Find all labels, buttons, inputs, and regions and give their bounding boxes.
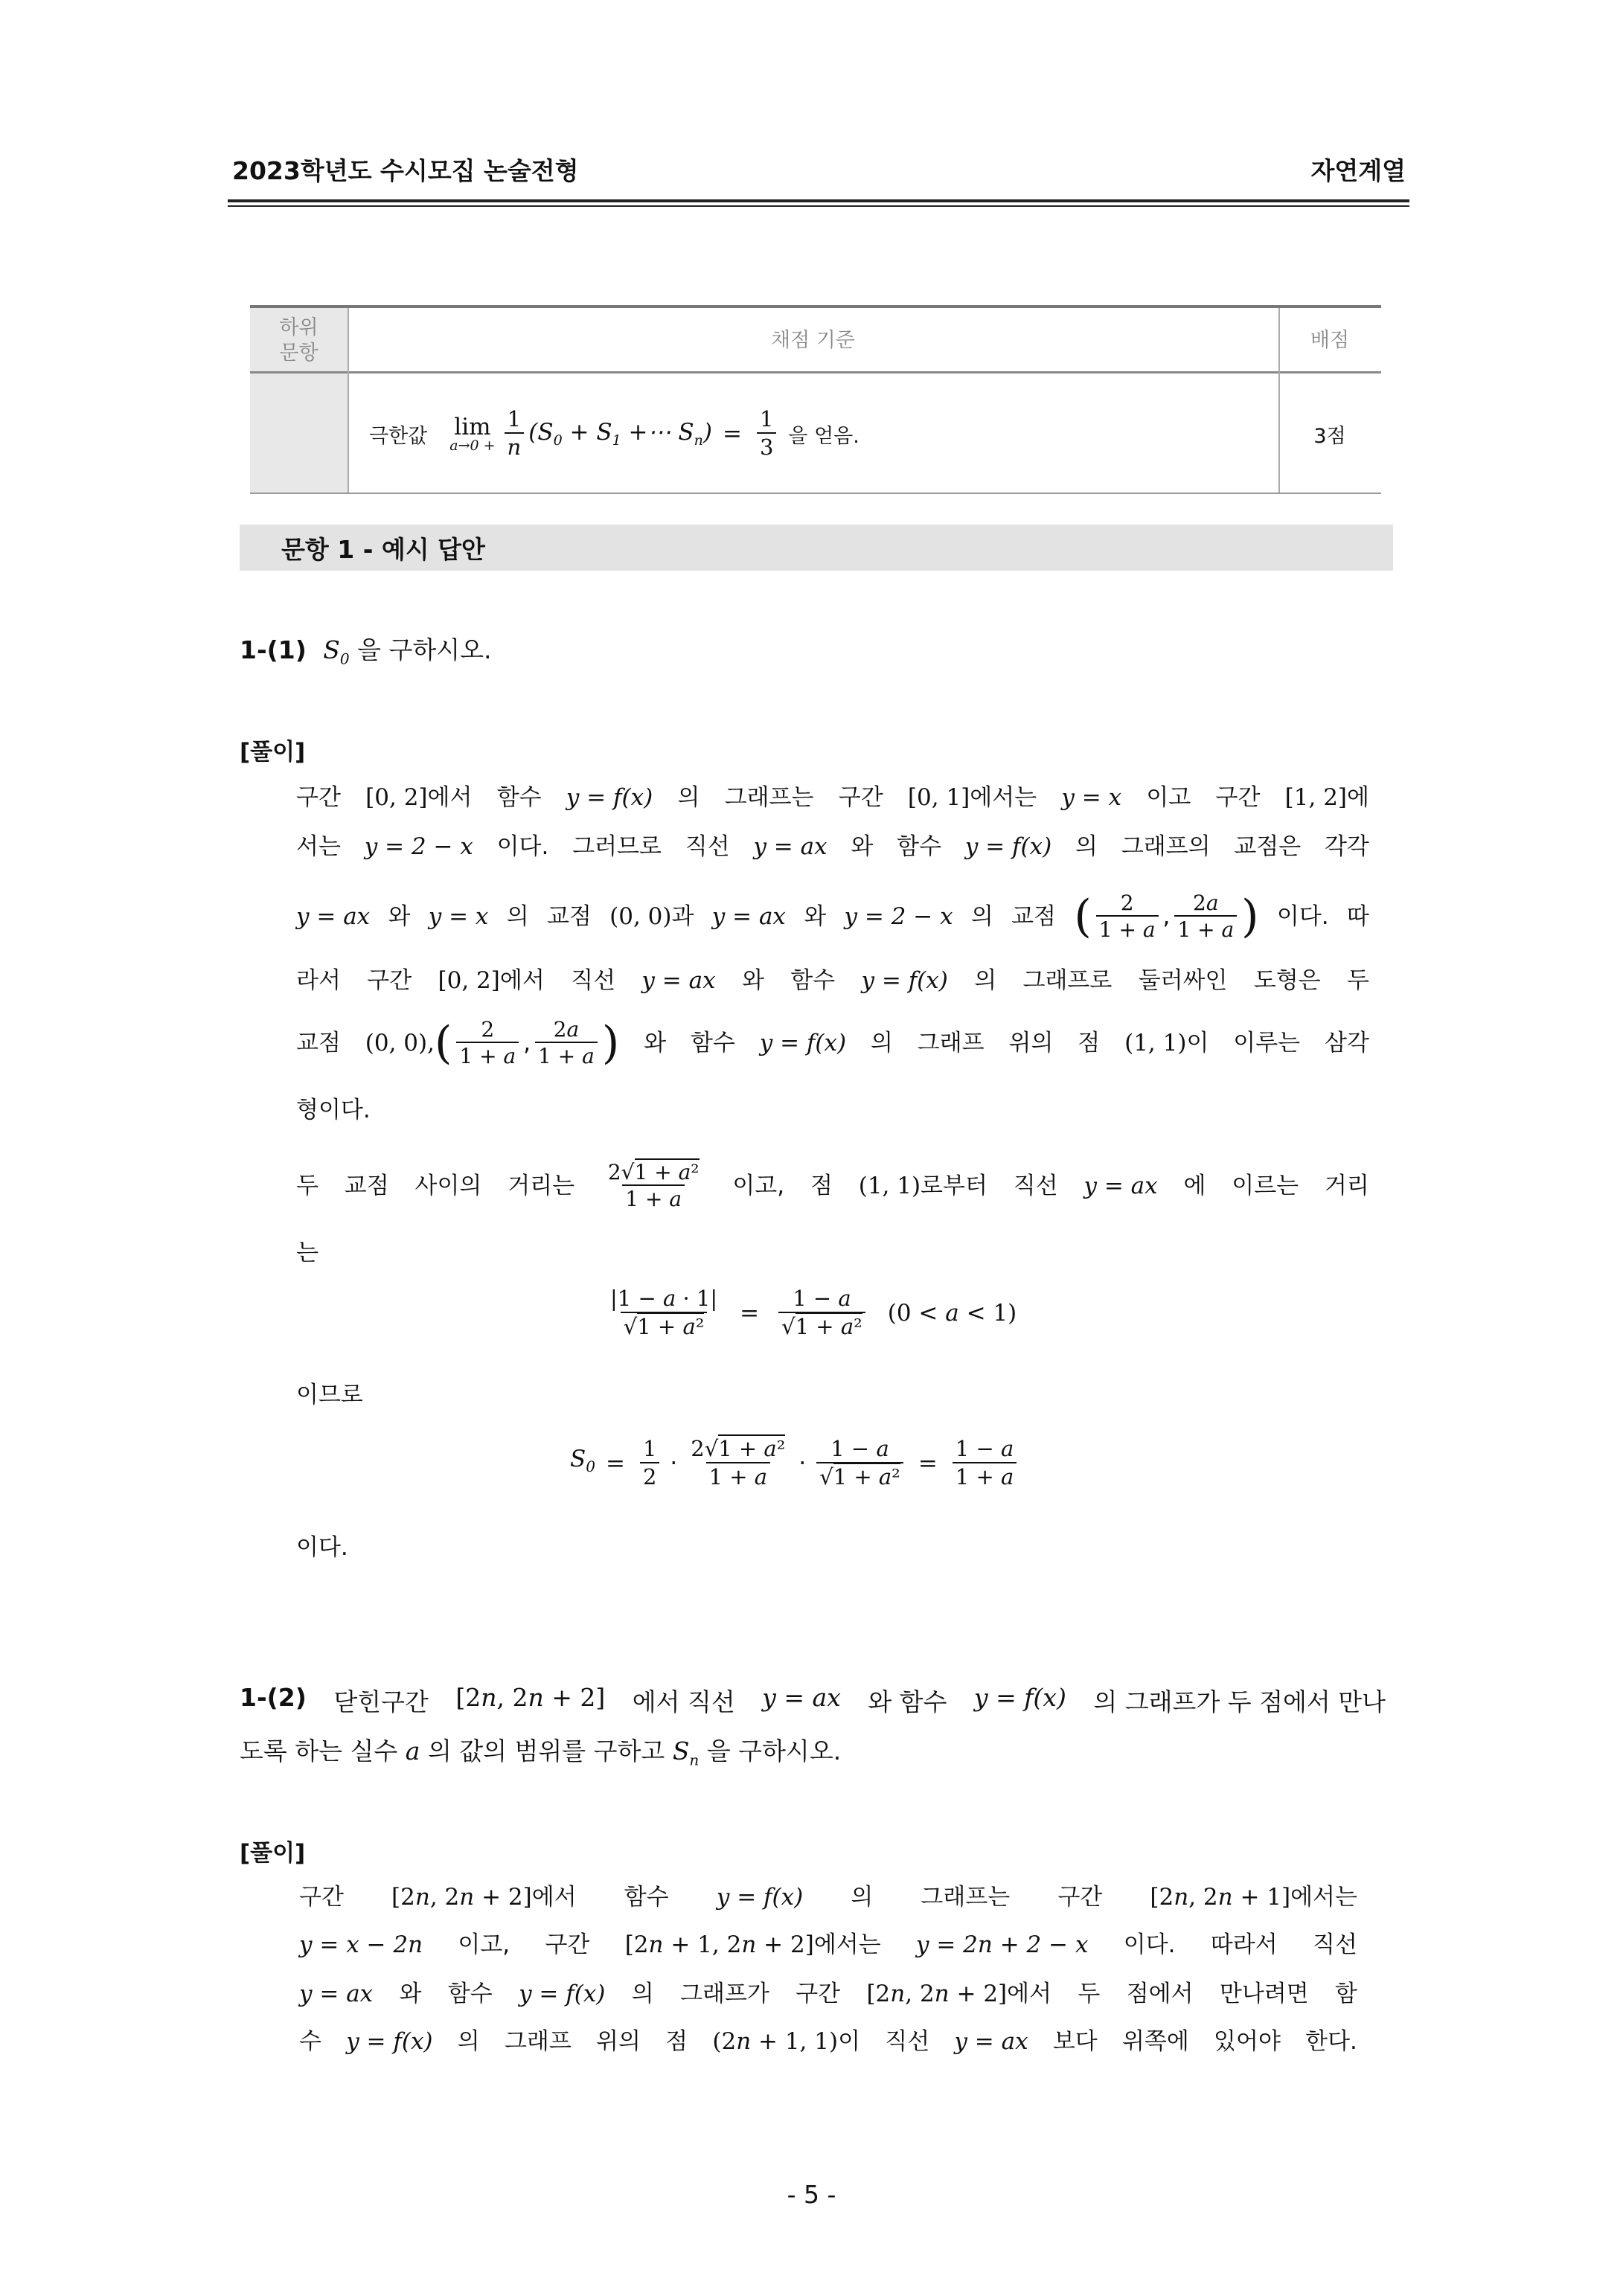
area-equation: $S_0$ = $\frac{1}{2}$ · $\frac{\text{2√1 + a²}}{1 + a}$ · $\frac{1 - a}{\text{√1 + a²}}$ = $\frac{1 - a}{1 + a}$: [570, 1436, 1021, 1490]
limit-operator: lim a→0 +: [449, 414, 496, 454]
question-1-2-line-2: 도록 하는 실수 a 의 값의 범위를 구하고 $S_n$ 을 구하시오.: [240, 1737, 842, 1769]
question-number: 1-(1): [240, 635, 307, 664]
solution-1-line-5: 교점 (0, 0), ( $\frac{2}{1 + a}$ , $\frac{2a}{1 + a}$ ) 와 함수 y = f(x) 의 그래프 위의 점 (1, 1)이 이루는 삼각: [296, 1016, 1369, 1069]
criteria-prefix: 극한값: [369, 424, 428, 448]
solution-1-line-8: 는: [296, 1240, 318, 1266]
header-criteria: 채점 기준: [771, 329, 855, 352]
points-cell: 3점: [1313, 424, 1346, 448]
document-title: 2023학년도 수시모집 논술전형: [232, 156, 579, 185]
solution-1-line-2: 서는 y = 2 − x 이다. 그러므로 직선 y = ax 와 함수 y = f(x) 의 그래프의 교점은 각각: [296, 833, 1369, 860]
solution-2-line-2: y = x − 2n 이고, 구간 [2n + 1, 2n + 2]에서는 y = 2n + 2 − x 이다. 따라서 직선: [299, 1931, 1357, 1958]
header-points: 배점: [1310, 329, 1350, 352]
section-title: 문항 1 - 예시 답안: [281, 535, 485, 564]
solution-2-line-4: 수 y = f(x) 의 그래프 위의 점 (2n + 1, 1)이 직선 y = ax 보다 위쪽에 있어야 한다.: [299, 2028, 1357, 2055]
question-1-1: 1-(1) $S_0$ 을 구하시오.: [240, 635, 492, 668]
criteria-suffix: 을 얻음.: [788, 424, 859, 448]
solution-label-1: [풀이]: [240, 739, 306, 766]
solution-label-2: [풀이]: [240, 1840, 306, 1867]
distance-equation: $\frac{|1 - a \cdot 1|}{\text{√1 + a²}}$ = $\frac{1 - a}{\text{√1 + a²}}$ (0 < a < 1): [610, 1286, 1017, 1339]
header-sub-item: 하위 문항: [279, 316, 318, 365]
solution-2-line-3: y = ax 와 함수 y = f(x) 의 그래프가 구간 [2n, 2n + 2]에서 두 점에서 만나려면 함: [299, 1981, 1357, 2007]
question-number: 1-(2): [240, 1683, 307, 1712]
criteria-cell: 극한값 lim a→0 + $\frac{1}{n}$ ($S_0 + S_1$ +⋯ $S_n$) = $\frac{1}{3}$ 을 얻음.: [369, 406, 859, 461]
solution-1-line-10: 이다.: [296, 1534, 348, 1561]
solution-1-line-4: 라서 구간 [0, 2]에서 직선 y = ax 와 함수 y = f(x) 의 그래프로 둘러싸인 도형은 두: [296, 967, 1369, 994]
solution-1-line-1: 구간 [0, 2]에서 함수 y = f(x) 의 그래프는 구간 [0, 1]에서는 y = x 이고 구간 [1, 2]에: [296, 784, 1369, 811]
question-1-2-line-1: 1-(2) 닫힌구간 [2n, 2n + 2] 에서 직선 y = ax 와 함수 y = f(x) 의 그래프가 두 점에서 만나: [240, 1683, 1386, 1716]
header-rule-thin: [228, 205, 1409, 207]
solution-2-line-1: 구간 [2n, 2n + 2]에서 함수 y = f(x) 의 그래프는 구간 [2n, 2n + 1]에서는: [299, 1884, 1357, 1911]
solution-1-line-6: 형이다.: [296, 1097, 371, 1123]
document-track: 자연계열: [1310, 156, 1406, 185]
solution-1-line-3: y = ax 와 y = x 의 교점 (0, 0)과 y = ax 와 y = 2 − x 의 교점 ( $\frac{2}{1 + a}$ , $\frac{2a}{1 + a}$ ) 이다. 따: [296, 890, 1369, 943]
header-rule-thick: [228, 199, 1409, 202]
solution-1-line-9: 이므로: [296, 1382, 363, 1408]
scoring-table: [250, 305, 1381, 494]
solution-1-line-7: 두 교점 사이의 거리는 $\frac{\text{2√1 + a²}}{1 + a}$ 이고, 점 (1, 1)로부터 직선 y = ax 에 이르는 거리: [296, 1159, 1369, 1212]
page-number: - 5 -: [787, 2180, 836, 2209]
